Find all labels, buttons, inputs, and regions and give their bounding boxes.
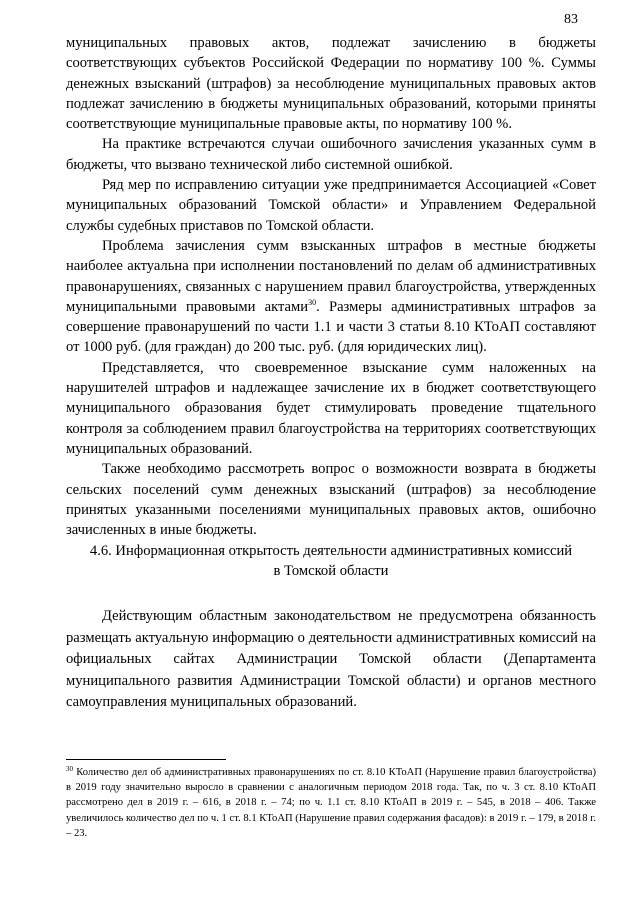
footnote	[66, 765, 596, 841]
section-heading-line-2: в Томской области	[273, 563, 389, 579]
page-number: 83	[564, 12, 578, 27]
footnote-reference[interactable]: 30	[308, 297, 317, 307]
paragraph-fines-problem	[66, 236, 596, 358]
paragraph-return-to-budgets: Также необходимо рассмотреть вопрос о возможности возврата в бюджеты сельских поселений сумм денежных взысканий (штрафов) за несоблюдение принятых указанными поселениями муниципальных правовых актов, ошибочно зачисленных в иные бюджеты.	[66, 461, 596, 539]
footnote-marker: 30	[66, 765, 73, 773]
body-text	[66, 33, 596, 540]
paragraph-continuation: муниципальных правовых актов, подлежат зачислению в бюджеты соответствующих субъектов Российской Федерации по нормативу 100 %. Суммы денежных взысканий (штрафов) за несоблюдение муниципальных правовых актов подлежат зачислению в бюджеты муниципальных образований, которыми приняты соответствующие муниципальные правовые акты, по нормативу 100 %.	[66, 35, 596, 133]
paragraph-timely-collection: Представляется, что своевременное взыскание сумм наложенных на нарушителей штрафов и надлежащее зачисление их в бюджет соответствующего муниципального образования будет стимулировать проведение тщательного контроля за соблюдением правил благоустройства на территориях соответствующих муниципальных образований.	[66, 359, 596, 457]
section-body	[66, 606, 596, 714]
paragraph-information-openness: Действующим областным законодательством не предусмотрена обязанность размещать актуальную информацию о деятельности административных комиссий на официальных сайтах Администрации Томской области (Департамента муниципального развития Администрации Томской области) и органов местного самоуправления муниципальных образований.	[66, 608, 596, 710]
paragraph-fines-problem-text-a: Проблема зачисления сумм взысканных штрафов в местные бюджеты наиболее актуальна при исполнении постановлений по делам об административных правонарушениях, связанных с нарушением правил благоустройства, утвержденных муниципальными правовыми актами	[66, 237, 596, 315]
section-heading	[66, 541, 596, 581]
footnote-text: Количество дел об административных правонарушениях по ст. 8.10 КТоАП (Нарушение правил благоустройства) в 2019 году значительно выросло в сравнении с аналогичным периодом 2018 года. Так, по ч. 3 ст. 8.10 КТоАП рассмотрено дел в 2019 г. – 616, в 2018 г. – 74; по ч. 1.1 ст. 8.10 КТоАП в 2019 г. – 545, в 2018 – 406. Также увеличилось количество дел по ч. 1 ст. 8.1 КТоАП (Нарушение правил содержания фасадов): в 2019 г. – 179, в 2018 г. – 23.	[66, 767, 596, 839]
paragraph-fines-problem-text-b: . Размеры административных штрафов за совершение правонарушений по части 1.1 и части 3 статьи 8.10 КТоАП составляют от 1000 руб. (для граждан) до 200 тыс. руб. (для юридических лиц).	[66, 298, 597, 356]
paragraph-corrective-measures: Ряд мер по исправлению ситуации уже предпринимается Ассоциацией «Совет муниципальных образований Томской области» и Управлением Федеральной службы судебных приставов по Томской области.	[66, 177, 596, 234]
footnote-divider	[66, 759, 226, 760]
paragraph-erroneous-crediting: На практике встречаются случаи ошибочного зачисления указанных сумм в бюджеты, что вызвано технической либо системной ошибкой.	[66, 136, 596, 173]
section-heading-line-1: 4.6. Информационная открытость деятельности административных комиссий	[89, 543, 573, 559]
